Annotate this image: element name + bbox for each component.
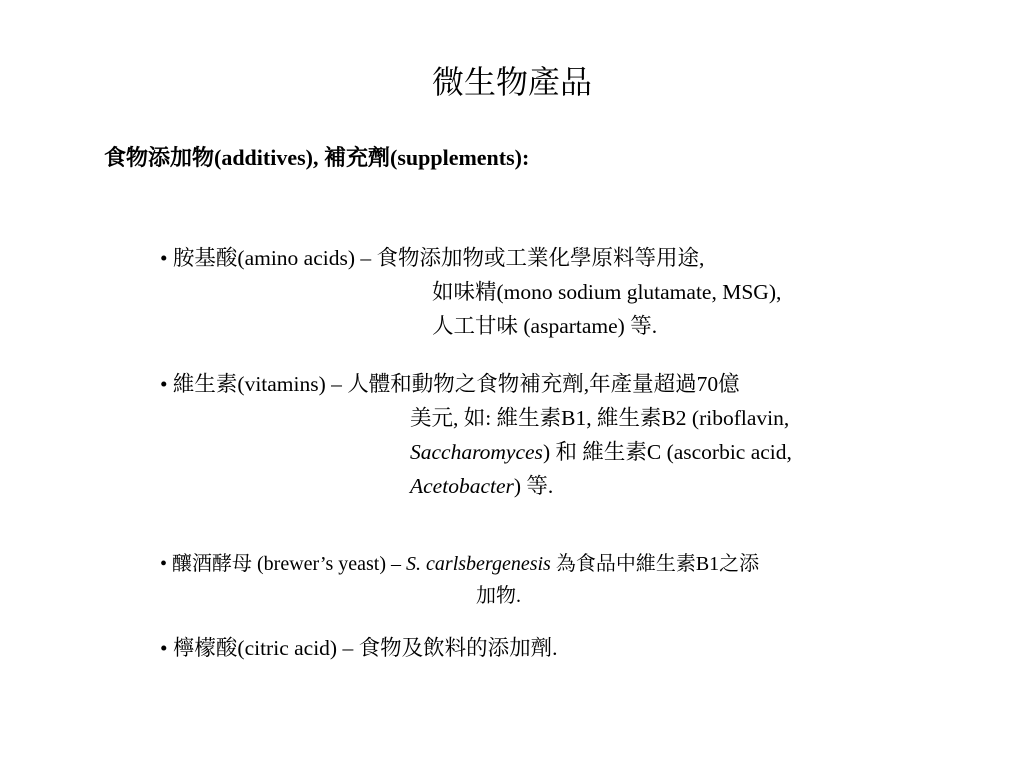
bullet-dot: •: [160, 246, 168, 270]
bullet-text: 為食品中維生素B1之添: [550, 553, 760, 575]
bullet-dot: •: [160, 372, 168, 396]
bullet-text: ) 等.: [513, 474, 554, 498]
bullet-amino-acids-line1: [160, 243, 704, 273]
bullet-text: 胺基酸(amino acids) – 食物添加物或工業化學原料等用途,: [172, 246, 705, 270]
slide-title: 微生物產品: [431, 64, 592, 100]
bullet-amino-acids-line2: 如味精(mono sodium glutamate, MSG),: [432, 280, 782, 304]
bullet-vitamins-line2: 美元, 如: 維生素B1, 維生素B2 (riboflavin,: [410, 406, 790, 430]
bullet-dot: •: [160, 553, 168, 575]
bullet-text: 維生素(vitamins) – 人體和動物之食物補充劑,年產量超過70億: [172, 372, 740, 396]
organism-name: S. carlsbergenesis: [406, 553, 551, 575]
bullet-text: 檸檬酸(citric acid) – 食物及飲料的添加劑.: [172, 636, 558, 660]
bullet-citric-acid-line1: [160, 633, 557, 663]
bullet-vitamins-line3: [410, 437, 792, 467]
bullet-vitamins-line1: [160, 369, 740, 399]
bullet-text: 釀酒酵母 (brewer’s yeast) –: [172, 553, 407, 575]
bullet-brewers-yeast-line2: 加物.: [476, 585, 521, 607]
bullet-dot: •: [160, 636, 168, 660]
bullet-text: ) 和 維生素C (ascorbic acid,: [542, 440, 792, 464]
organism-name: Saccharomyces: [410, 440, 543, 464]
bullet-brewers-yeast-line1: [160, 549, 759, 579]
bullet-amino-acids-line3: 人工甘味 (aspartame) 等.: [432, 314, 658, 338]
organism-name: Acetobacter: [410, 474, 514, 498]
bullet-vitamins-line4: [410, 471, 553, 501]
subtitle: 食物添加物(additives), 補充劑(supplements):: [104, 145, 530, 170]
